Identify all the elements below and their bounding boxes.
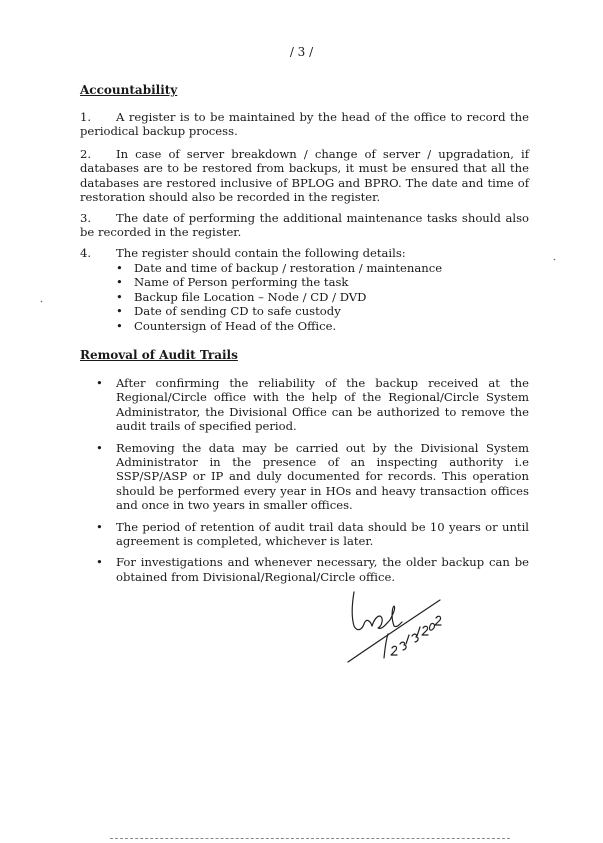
scan-speck — [553, 258, 556, 261]
register-details-list — [116, 261, 442, 333]
bullet-icon: • — [116, 275, 123, 290]
bullet-icon: • — [116, 261, 123, 275]
accountability-item-2 — [80, 147, 529, 205]
list-item-text: Name of Person performing the task — [134, 275, 349, 290]
accountability-item-3 — [80, 211, 529, 240]
list-item-text: Date and time of backup / restoration / maintenance — [134, 261, 443, 275]
list-item — [96, 555, 529, 584]
item-text: A register is to be maintained by the head of the office to record the periodical backup process. — [80, 110, 529, 139]
accountability-item-4 — [80, 246, 529, 260]
list-item — [96, 376, 529, 434]
handwritten-signature — [340, 586, 450, 671]
list-item — [96, 441, 529, 513]
item-text: In case of server breakdown / change of server / upgradation, if databases are to be restored from backups, it must be ensured that all the databases are restored inclusive of BPLOG and BPRO. The date and time of restoration should also be recorded in the register. — [80, 147, 529, 205]
item-number: 2. — [80, 147, 92, 161]
item-text: The register should contain the following details: — [116, 246, 406, 260]
list-item-text: Backup file Location – Node / CD / DVD — [134, 289, 367, 304]
accountability-heading: Accountability — [80, 83, 178, 97]
removal-heading: Removal of Audit Trails — [80, 348, 238, 362]
list-item-text: After confirming the reliability of the backup received at the Regional/Circle office with the help of the Regional/Circle System Administrator, the Divisional Office can be authorized to remove the audit trails of specified period. — [116, 376, 529, 434]
list-item — [116, 290, 442, 304]
list-item-text: Removing the data may be carried out by the Divisional System Administrator in the presence of an inspecting authority i.e SSP/SP/ASP or IP and duly documented for records. This operation should be performed every year in HOs and heavy transaction offices and once in two years in smaller offices. — [116, 440, 529, 513]
list-item-text: The period of retention of audit trail data should be 10 years or until agreement is completed, whichever is later. — [116, 519, 529, 549]
list-item — [116, 261, 442, 275]
scan-speck — [40, 300, 43, 303]
bullet-icon: • — [96, 555, 103, 570]
bullet-icon: • — [116, 318, 123, 333]
list-item — [96, 520, 529, 549]
list-item-text: For investigations and whenever necessary, the older backup can be obtained from Divisional/Regional/Circle office. — [116, 555, 529, 584]
list-item — [116, 319, 442, 333]
audit-trails-list — [96, 376, 529, 591]
item-text: The date of performing the additional maintenance tasks should also be recorded in the register. — [80, 211, 529, 240]
bullet-icon: • — [96, 440, 103, 455]
bullet-icon: • — [96, 519, 103, 534]
page-number: / 3 / — [289, 45, 314, 59]
item-number: 4. — [80, 246, 92, 260]
list-item-text: Countersign of Head of the Office. — [134, 318, 337, 333]
scan-edge-line — [110, 838, 510, 839]
list-item — [116, 275, 442, 289]
bullet-icon: • — [116, 289, 123, 304]
bullet-icon: • — [96, 376, 103, 390]
bullet-icon: • — [116, 304, 123, 319]
list-item-text: Date of sending CD to safe custody — [134, 304, 341, 319]
list-item — [116, 304, 442, 318]
item-number: 3. — [80, 211, 92, 225]
accountability-item-1 — [80, 110, 529, 139]
item-number: 1. — [80, 110, 92, 124]
